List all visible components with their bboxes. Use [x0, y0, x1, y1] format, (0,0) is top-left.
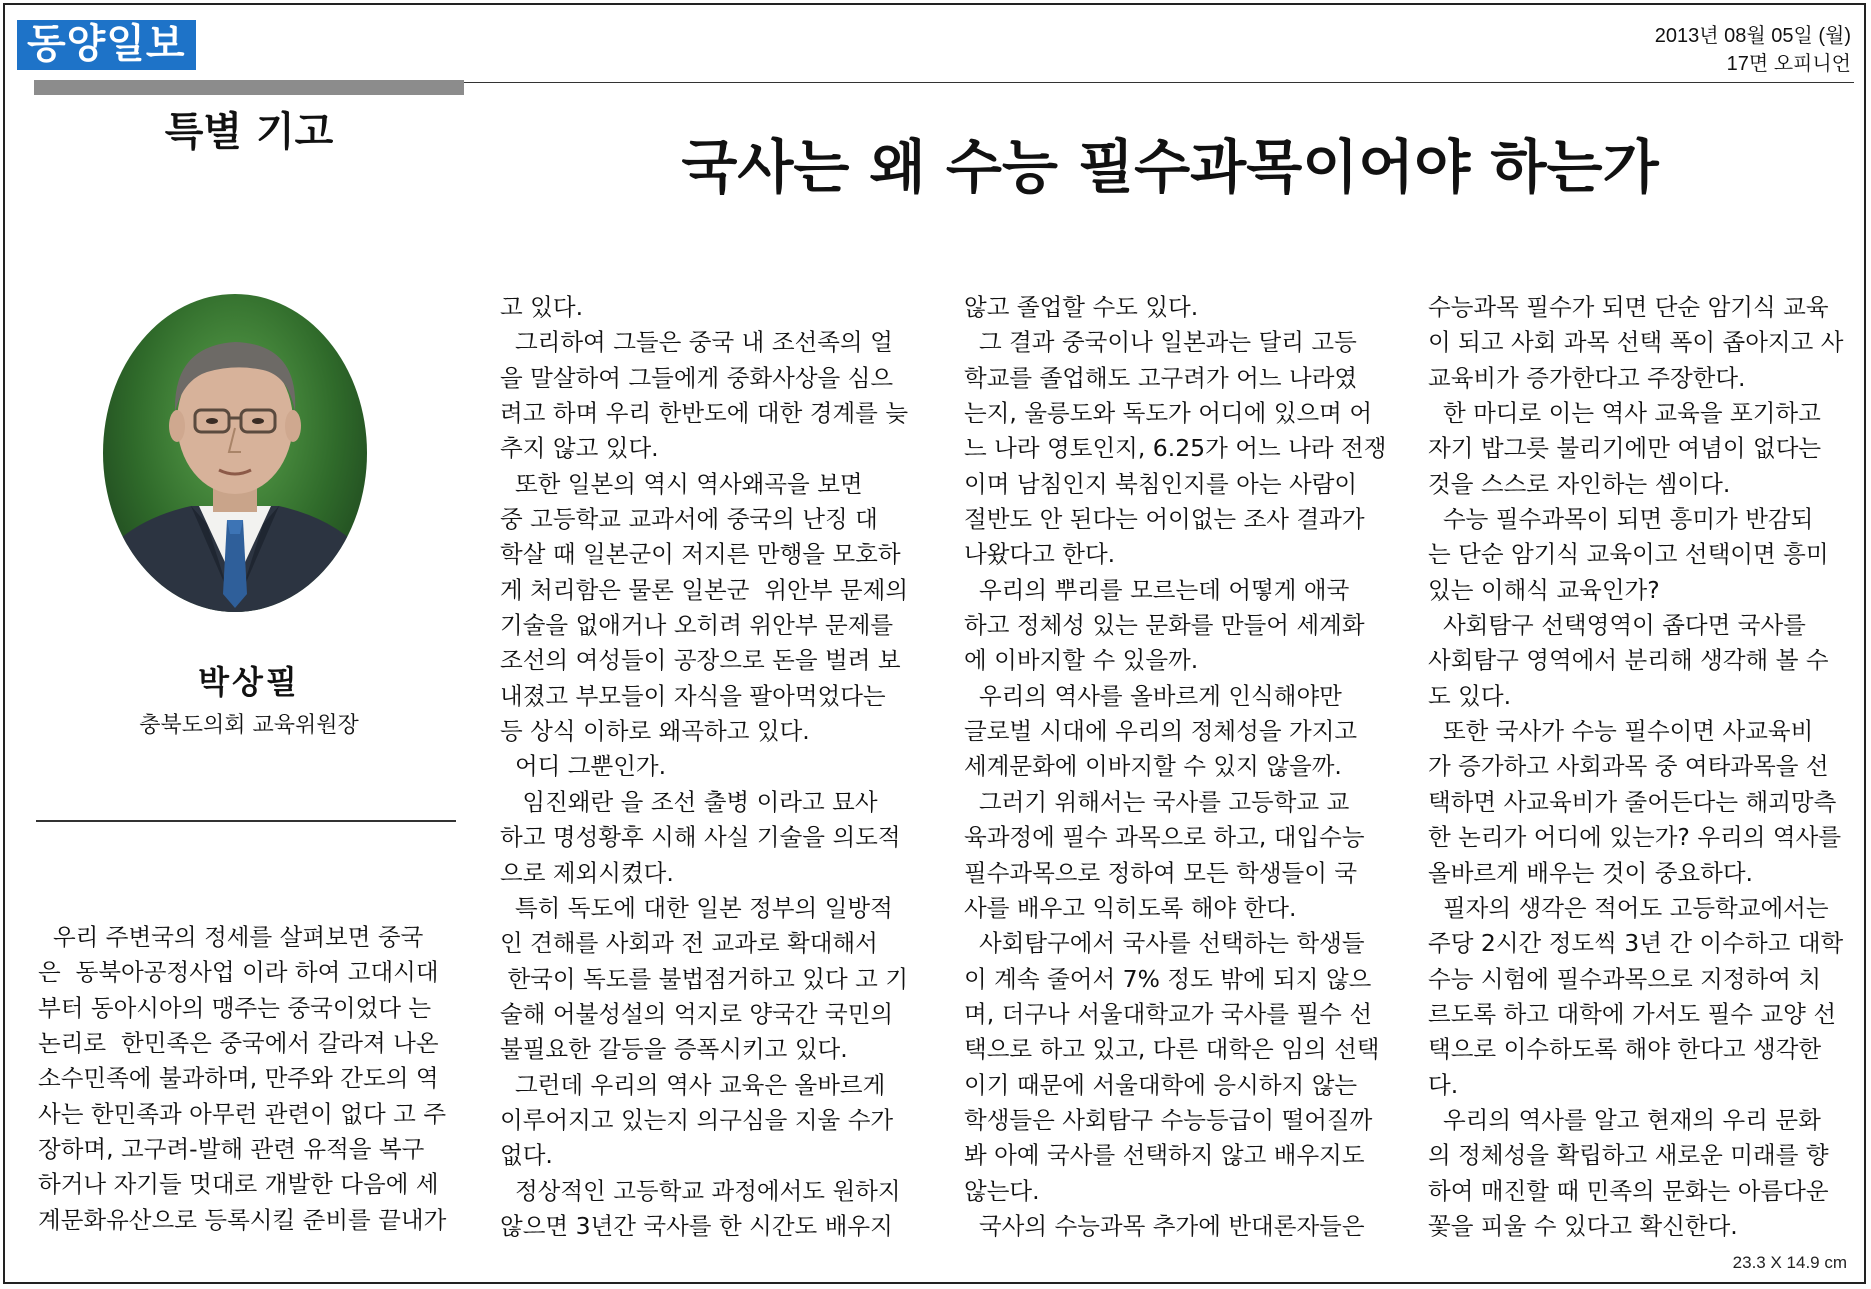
- article-column-4: [1428, 290, 1848, 1244]
- article-line: 우리 주변국의 정세를 살펴보면 중국: [38, 923, 424, 951]
- article-line: 으로 제외시켰다.: [500, 858, 674, 887]
- article-line: 우리의 뿌리를 모르는데 어떻게 애국: [964, 575, 1350, 604]
- article-line: 한 논리가 어디에 있는가? 우리의 역사를: [1428, 823, 1842, 852]
- portrait-illustration: [103, 294, 367, 612]
- newspaper-logo: 동양일보: [17, 20, 196, 70]
- article-line: 또한 국사가 수능 필수이면 사교육비: [1428, 717, 1814, 746]
- article-line: 불필요한 갈등을 증폭시키고 있다.: [500, 1035, 848, 1064]
- article-line: 그리하여 그들은 중국 내 조선족의 얼: [500, 328, 893, 357]
- article-line: 그러기 위해서는 국사를 고등학교 교: [964, 787, 1350, 816]
- article-line: 사를 배우고 익히도록 해야 한다.: [964, 893, 1297, 922]
- article-line: 수능 필수과목이 되면 흥미가 반감되: [1428, 505, 1814, 534]
- article-line: 자기 밥그릇 불리기에만 여념이 없다는: [1428, 434, 1822, 463]
- article-line: 우리의 역사를 올바르게 인식해야만: [964, 681, 1342, 710]
- article-line: 부터 동아시아의 맹주는 중국이었다 는: [38, 993, 432, 1022]
- article-line: 고 있다.: [500, 293, 584, 321]
- article-line: 임진왜란 을 조선 출병 이라고 묘사: [500, 787, 878, 816]
- article-line: 교육비가 증가한다고 주장한다.: [1428, 363, 1746, 392]
- article-line: 필수과목으로 정하여 모든 학생들이 국: [964, 858, 1358, 887]
- article-line: 장하며, 고구려-발해 관련 유적을 복구: [38, 1135, 425, 1164]
- article-line: 려고 하며 우리 한반도에 대한 경계를 늦: [500, 399, 909, 428]
- article-line: 학생들은 사회탐구 수능등급이 떨어질까: [964, 1105, 1373, 1134]
- article-column-2: [500, 290, 920, 1244]
- article-line: 한 마디로 이는 역사 교육을 포기하고: [1428, 399, 1821, 428]
- article-line: 있는 이해식 교육인가?: [1428, 575, 1660, 604]
- article-line: 하거나 자기들 멋대로 개발한 다음에 세: [38, 1170, 439, 1199]
- article-line: 은 동북아공정사업 이라 하여 고대시대: [38, 958, 439, 987]
- section-bar: [34, 80, 464, 95]
- author-title: 충북도의회 교육위원장: [139, 713, 359, 738]
- article-line: 다.: [1428, 1070, 1459, 1099]
- article-line: 그 결과 중국이나 일본과는 달리 고등: [964, 328, 1357, 357]
- article-line: 택으로 하고 있고, 다른 대학은 임의 선택: [964, 1035, 1380, 1064]
- article-line: 것을 스스로 자인하는 셈이다.: [1428, 469, 1731, 498]
- clipping-dimensions: 23.3 X 14.9 cm: [1732, 1253, 1847, 1272]
- article-line: 않는다.: [964, 1176, 1040, 1205]
- article-line: 봐 아예 국사를 선택하지 않고 배우지도: [964, 1141, 1365, 1170]
- article-line: 등 상식 이하로 왜곡하고 있다.: [500, 717, 810, 746]
- publication-info: [1655, 22, 1851, 78]
- article-line: 올바르게 배우는 것이 중요하다.: [1428, 858, 1753, 887]
- article-line: 의 정체성을 확립하고 새로운 미래를 향: [1428, 1141, 1829, 1170]
- article-line: 하고 정체성 있는 문화를 만들어 세계화: [964, 611, 1365, 640]
- article-line: 이 되고 사회 과목 선택 폭이 좁아지고 사: [1428, 328, 1844, 357]
- article-line: 우리의 역사를 알고 현재의 우리 문화: [1428, 1105, 1821, 1134]
- article-line: 주당 2시간 정도씩 3년 간 이수하고 대학: [1428, 929, 1844, 958]
- article-line: 계문화유산으로 등록시킬 준비를 끝내가: [38, 1205, 447, 1234]
- article-line: 육과정에 필수 과목으로 하고, 대입수능: [964, 823, 1365, 852]
- article-line: 그런데 우리의 역사 교육은 올바르게: [500, 1070, 886, 1099]
- article-line: 세계문화에 이바지할 수 있지 않을까.: [964, 752, 1342, 781]
- article-line: 사회탐구에서 국사를 선택하는 학생들: [964, 929, 1365, 958]
- article-line: 게 처리함은 물론 일본군 위안부 문제의: [500, 575, 909, 604]
- article-line: 사회탐구 선택영역이 좁다면 국사를: [1428, 611, 1806, 640]
- article-line: 르도록 하고 대학에 가서도 필수 교양 선: [1428, 999, 1837, 1028]
- article-line: 사는 한민족과 아무런 관련이 없다 고 주: [38, 1099, 447, 1128]
- article-line: 논리로 한민족은 중국에서 갈라져 나온: [38, 1029, 439, 1058]
- article-line: 기술을 없애거나 오히려 위안부 문제를: [500, 611, 894, 640]
- article-line: 을 말살하여 그들에게 중화사상을 심으: [500, 363, 894, 392]
- article-line: 학교를 졸업해도 고구려가 어느 나라였: [964, 363, 1358, 392]
- article-headline: 국사는 왜 수능 필수과목이어야 하는가: [681, 133, 1659, 201]
- article-line: 소수민족에 불과하며, 만주와 간도의 역: [38, 1064, 439, 1093]
- article-line: 추지 않고 있다.: [500, 434, 659, 463]
- article-line: 글로벌 시대에 우리의 정체성을 가지고: [964, 717, 1358, 746]
- article-line: 이기 때문에 서울대학에 응시하지 않는: [964, 1070, 1358, 1099]
- article-line: 하여 매진할 때 민족의 문화는 아름다운: [1428, 1176, 1829, 1205]
- article-line: 수능 시험에 필수과목으로 지정하여 치: [1428, 964, 1822, 993]
- article-line: 느 나라 영토인지, 6.25가 어느 나라 전쟁: [964, 434, 1387, 463]
- article-line: 인 견해를 사회과 전 교과로 확대해서: [500, 929, 878, 958]
- article-line: 택으로 이수하도록 해야 한다고 생각한: [1428, 1035, 1822, 1064]
- article-line: 조선의 여성들이 공장으로 돈을 벌려 보: [500, 646, 901, 675]
- article-line: 학살 때 일본군이 저지른 만행을 모호하: [500, 540, 901, 569]
- article-line: 수능과목 필수가 되면 단순 암기식 교육: [1428, 293, 1829, 321]
- article-line: 나왔다고 한다.: [964, 540, 1116, 569]
- article-line: 이 계속 줄어서 7% 정도 밖에 되지 않으: [964, 964, 1372, 993]
- article-line: 하고 명성황후 시해 사실 기술을 의도적: [500, 823, 901, 852]
- author-divider: [36, 820, 456, 822]
- page-section-info: 17면 오피니언: [1726, 53, 1851, 75]
- author-portrait-icon: [103, 294, 367, 612]
- article-line: 국사의 수능과목 추가에 반대론자들은: [964, 1211, 1365, 1240]
- article-line: 어디 그뿐인가.: [500, 752, 667, 781]
- article-line: 도 있다.: [1428, 681, 1512, 710]
- article-line: 이며 남침인지 북침인지를 아는 사람이: [964, 469, 1358, 498]
- article-line: 중 고등학교 교과서에 중국의 난징 대: [500, 505, 878, 534]
- article-line: 꽃을 피울 수 있다고 확신한다.: [1428, 1211, 1738, 1240]
- article-line: 없다.: [500, 1141, 553, 1170]
- article-line: 에 이바지할 수 있을까.: [964, 646, 1199, 675]
- article-line: 가 증가하고 사회과목 중 여타과목을 선: [1428, 752, 1829, 781]
- publication-date: 2013년 08월 05일 (월): [1654, 25, 1851, 47]
- article-line: 또한 일본의 역시 역사왜곡을 보면: [500, 469, 863, 498]
- article-line: 특히 독도에 대한 일본 정부의 일방적: [500, 893, 893, 922]
- article-line: 사회탐구 영역에서 분리해 생각해 볼 수: [1428, 646, 1829, 675]
- article-line: 는지, 울릉도와 독도가 어디에 있으며 어: [964, 399, 1373, 428]
- article-line: 이루어지고 있는지 의구심을 지울 수가: [500, 1105, 894, 1134]
- article-line: 내졌고 부모들이 자식을 팔아먹었다는: [500, 681, 886, 710]
- article-line: 정상적인 고등학교 과정에서도 원하지: [500, 1176, 901, 1205]
- article-column-1: [38, 920, 458, 1238]
- article-column-3: [964, 290, 1387, 1244]
- article-line: 택하면 사교육비가 줄어든다는 해괴망측: [1428, 787, 1837, 816]
- article-line: 한국이 독도를 불법점거하고 있다 고 기: [500, 964, 909, 993]
- article-line: 술해 어불성설의 억지로 양국간 국민의: [500, 999, 894, 1028]
- article-line: 며, 더구나 서울대학교가 국사를 필수 선: [964, 999, 1373, 1028]
- section-title: 특별 기고: [164, 109, 334, 155]
- article-line: 필자의 생각은 적어도 고등학교에서는: [1428, 893, 1829, 922]
- author-name: 박상필: [198, 663, 300, 701]
- article-line: 않으면 3년간 국사를 한 시간도 배우지: [500, 1211, 893, 1240]
- article-line: 않고 졸업할 수도 있다.: [964, 293, 1199, 321]
- article-line: 는 단순 암기식 교육이고 선택이면 흥미: [1428, 540, 1829, 569]
- article-line: 절반도 안 된다는 어이없는 조사 결과가: [964, 505, 1365, 534]
